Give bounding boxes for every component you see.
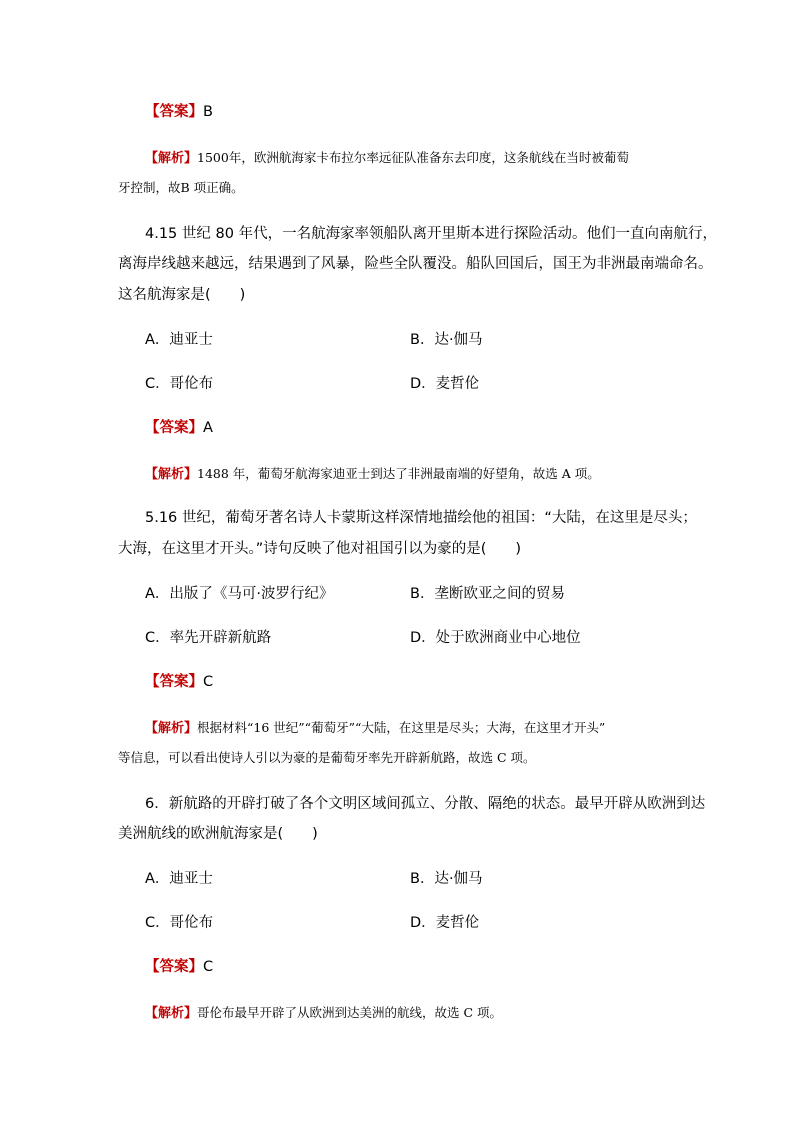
analysis-text: 根据材料“16 世纪”“葡萄牙”“大陆，在这里是尽头；大海，在这里才开头”: [197, 720, 606, 735]
analysis-tag: 【解析】: [145, 151, 198, 166]
analysis-text: 1488 年，葡萄牙航海家迪亚士到达了非洲最南端的好望角，故选 A 项。: [197, 466, 600, 481]
question-5-option-d: D．处于欧洲商业中心地位: [410, 630, 581, 646]
question-6-stem-cont: 美洲航线的欧洲航海家是( ): [118, 826, 318, 842]
question-5-option-c: C．率先开辟新航路: [145, 630, 272, 646]
question-6-option-a: A．迪亚士: [145, 871, 213, 887]
answer-value: C: [203, 959, 214, 975]
answer-tag: 【答案】: [145, 420, 203, 436]
question-4-option-d: D．麦哲伦: [410, 376, 480, 392]
question-5-analysis-line: [145, 718, 715, 739]
analysis-text-continued: 牙控制，故B 项正确。: [118, 180, 244, 195]
question-4-option-a: A．迪亚士: [145, 332, 213, 348]
analysis-text: 1500年，欧洲航海家卡布拉尔率远征队准备东去印度，这条航线在当时被葡萄: [197, 150, 629, 165]
analysis-line: [145, 148, 715, 169]
question-6-answer-line: [145, 957, 715, 977]
question-4-stem-cont: 离海岸线越来越远，结果遇到了风暴，险些全队覆没。船队回国后，国王为非洲最南端命名。: [118, 256, 713, 272]
question-5-stem-cont: 大海，在这里才开头。”诗句反映了他对祖国引以为豪的是( ): [118, 541, 522, 557]
answer-value: B: [203, 104, 213, 120]
question-6-option-d: D．麦哲伦: [410, 915, 480, 931]
question-5-option-a: A．出版了《马可·波罗行纪》: [145, 586, 334, 602]
analysis-text: 哥伦布最早开辟了从欧洲到达美洲的航线，故选 C 项。: [197, 1005, 503, 1020]
question-6-option-c: C．哥伦布: [145, 915, 214, 931]
question-5-option-b: B．垄断欧亚之间的贸易: [410, 586, 565, 602]
answer-value: A: [203, 420, 213, 436]
analysis-tag: 【解析】: [145, 1006, 198, 1021]
analysis-tag: 【解析】: [145, 721, 198, 736]
question-5-answer-line: [145, 672, 715, 692]
analysis-tag: 【解析】: [145, 467, 198, 482]
question-4-analysis-line: [145, 464, 715, 485]
answer-tag: 【答案】: [145, 674, 203, 690]
answer-value: C: [203, 674, 214, 690]
question-5-stem: 5.16 世纪，葡萄牙著名诗人卡蒙斯这样深情地描绘他的祖国：“大陆，在这里是尽头；: [145, 510, 697, 526]
question-6-option-b: B．达·伽马: [410, 871, 483, 887]
question-6-analysis-line: [145, 1003, 715, 1024]
question-4-answer-line: [145, 418, 715, 438]
question-4-option-b: B．达·伽马: [410, 332, 483, 348]
answer-tag: 【答案】: [145, 959, 203, 975]
answer-line: [145, 102, 715, 122]
question-6-stem: 6．新航路的开辟打破了各个文明区域间孤立、分散、隔绝的状态。最早开辟从欧洲到达: [145, 796, 706, 812]
question-4-stem-end: 这名航海家是( ): [118, 287, 246, 303]
question-4-stem: 4.15 世纪 80 年代，一名航海家率领船队离开里斯本进行探险活动。他们一直向南航行，: [145, 226, 718, 242]
question-5-analysis-text-continued: 等信息，可以看出使诗人引以为豪的是葡萄牙率先开辟新航路，故选 C 项。: [118, 750, 536, 765]
question-4-option-c: C．哥伦布: [145, 376, 214, 392]
answer-tag: 【答案】: [145, 104, 203, 120]
